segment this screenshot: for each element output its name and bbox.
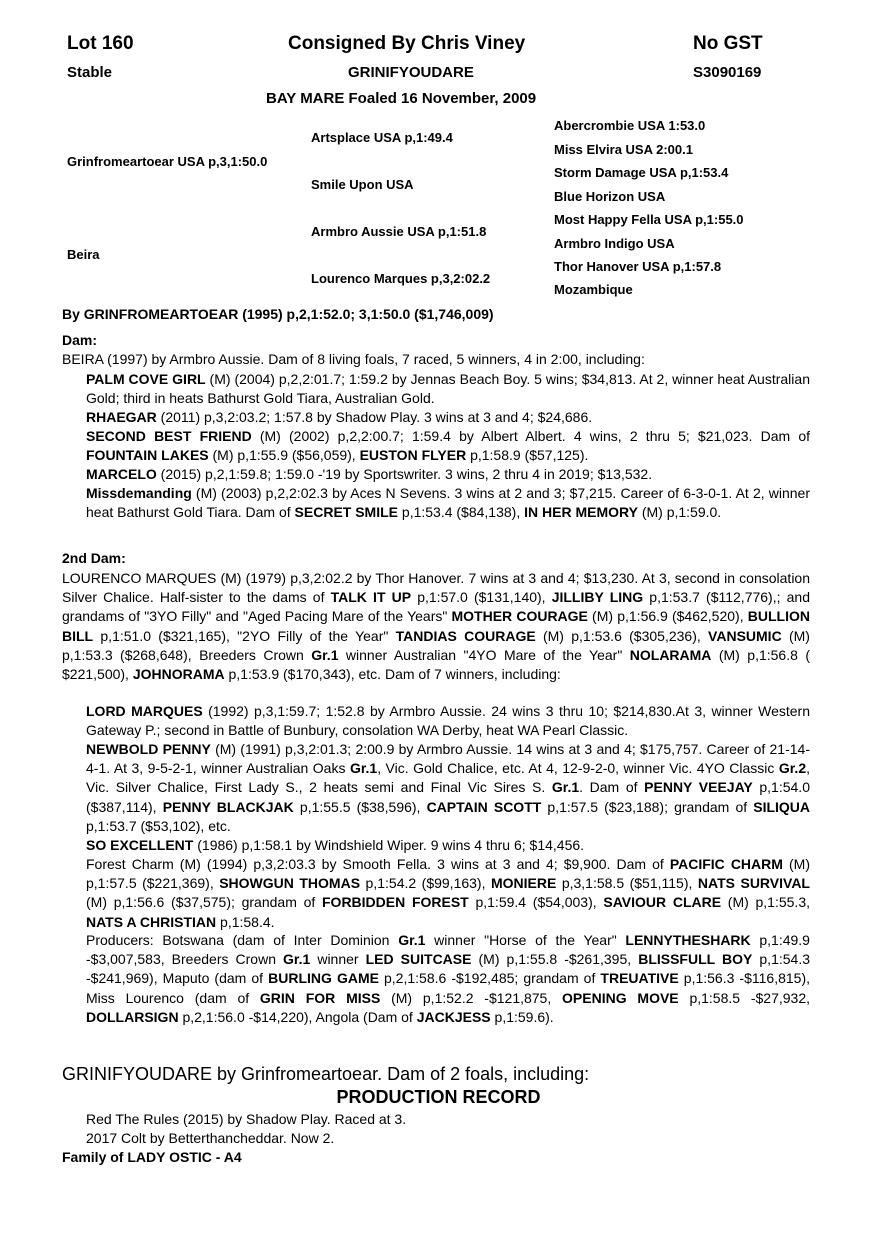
progeny-entry: PALM COVE GIRL (M) (2004) p,2,2:01.7; 1:59.2 by Jennas Beach Boy. 5 wins; $34,813. At 2, winner heat Australian Gold; third in heats Bathurst Gold Tiara, Australian Gold. [86,371,810,407]
gst-status: No GST [693,33,763,54]
production-heading: PRODUCTION RECORD [336,1087,541,1107]
horse-name: GRINIFYOUDARE [348,64,474,81]
pedigree-sire-dam: Smile Upon USA [311,177,414,192]
pedigree-dam: Beira [67,247,100,262]
pedigree-gen3: Miss Elvira USA 2:00.1 [554,142,693,157]
pedigree-gen3: Thor Hanover USA p,1:57.8 [554,259,722,274]
second-dam-progeny: SO EXCELLENT (1986) p,1:58.1 by Windshield Wiper. 9 wins 4 thru 6; $14,456. [86,837,585,853]
pedigree-gen3: Mozambique [554,282,633,297]
pedigree-dam-dam: Lourenco Marques p,3,2:02.2 [311,271,491,286]
reference-code: S3090169 [693,64,762,81]
pedigree-gen3: Armbro Indigo USA [554,236,675,251]
pedigree-gen3: Blue Horizon USA [554,189,666,204]
location: Stable [67,64,113,81]
family-line: Family of LADY OSTIC - A4 [62,1149,242,1165]
dam-intro: BEIRA (1997) by Armbro Aussie. Dam of 8 living foals, 7 raced, 5 winners, 4 in 2:00, including: [62,351,645,367]
progeny-entry: Missdemanding (M) (2003) p,2,2:02.3 by Aces N Sevens. 3 wins at 2 and 3; $7,215. Career of 6-3-0-1. At 2, winner heat Bathurst Gold Tiara. Dam of SECRET SMILE p,1:53.4 ($84,138), IN HER MEMORY (M) p,1:59.0. [86,485,810,521]
sire-line: By GRINFROMEARTOEAR (1995) p,2,1:52.0; 3,1:50.0 ($1,746,009) [62,306,494,322]
horse-description: BAY MARE Foaled 16 November, 2009 [266,90,537,107]
second-dam-progeny: Forest Charm (M) (1994) p,3,2:03.3 by Smooth Fella. 3 wins at 3 and 4; $9,900. Dam of PACIFIC CHARM (M) p,1:57.5 ($221,369), SHOWGUN THOMAS p,1:54.2 ($99,163), MONIERE p,3,1:58.5 ($51,115), NATS SURVIVAL (M) p,1:56.6 ($37,575); grandam of FORBIDDEN FOREST p,1:59.4 ($54,003), SAVIOUR CLARE (M) p,1:55.3, NATS A CHRISTIAN p,1:58.4. [86,856,810,930]
pedigree-sire-sire: Artsplace USA p,1:49.4 [311,130,453,145]
producers-entry: Producers: Botswana (dam of Inter Dominion Gr.1 winner "Horse of the Year" LENNYTHESHARK p,1:49.9 -$3,007,583, Breeders Crown Gr.1 winner LED SUITCASE (M) p,1:55.8 -$261,395, BLISSFULL BOY p,1:54.3 -$241,969), Maputo (dam of BURLING GAME p,2,1:58.6 -$192,485; grandam of TREUATIVE p,1:56.3 -$116,815), Miss Lourenco (dam of GRIN FOR MISS (M) p,1:52.2 -$121,875, OPENING MOVE p,1:58.5 -$27,932, DOLLARSIGN p,2,1:56.0 -$14,220), Angola (Dam of JACKJESS p,1:59.6). [86,932,811,1025]
dam-heading: Dam: [62,332,98,348]
lot-number: Lot 160 [67,33,134,54]
second-dam-heading: 2nd Dam: [62,550,126,566]
second-dam-progeny: NEWBOLD PENNY (M) (1991) p,3,2:01.3; 2:00.9 by Armbro Aussie. 14 wins at 3 and 4; $175,757. Career of 21-14-4-1. At 3, 9-5-2-1, winner Australian Oaks Gr.1, Vic. Gold Chalice, etc. At 4, 12-9-2-0, winner Vic. 4YO Classic Gr.2, Vic. Silver Chalice, First Lady S., 2 heats semi and Final Vic Sires S. Gr.1. Dam of PENNY VEEJAY p,1:54.0 ($387,114), PENNY BLACKJAK p,1:55.5 ($38,596), CAPTAIN SCOTT p,1:57.5 ($23,188); grandam of SILIQUA p,1:53.7 ($53,102), etc. [86,741,811,834]
pedigree-gen3: Abercrombie USA 1:53.0 [554,118,706,133]
pedigree-gen3: Storm Damage USA p,1:53.4 [554,165,729,180]
production-item: 2017 Colt by Betterthancheddar. Now 2. [86,1130,335,1146]
production-intro: GRINIFYOUDARE by Grinfromeartoear. Dam of 2 foals, including: [62,1064,590,1084]
pedigree-gen3: Most Happy Fella USA p,1:55.0 [554,212,744,227]
progeny-entry: SECOND BEST FRIEND (M) (2002) p,2,2:00.7; 1:59.4 by Albert Albert. 4 wins, 2 thru 5; $21,023. Dam of FOUNTAIN LAKES (M) p,1:55.9 ($56,059), EUSTON FLYER p,1:58.9 ($57,125). [86,428,811,464]
production-item: Red The Rules (2015) by Shadow Play. Raced at 3. [86,1111,407,1127]
consignor: Consigned By Chris Viney [288,33,526,54]
progeny-entry: MARCELO (2015) p,2,1:59.8; 1:59.0 -'19 by Sportswriter. 3 wins, 2 thru 4 in 2019; $13,532. [86,466,653,482]
pedigree-sire: Grinfromeartoear USA p,3,1:50.0 [67,154,268,169]
second-dam-progeny: LORD MARQUES (1992) p,3,1:59.7; 1:52.8 by Armbro Aussie. 24 wins 3 thru 10; $214,830.At 3, winner Western Gateway P.; second in Battle of Bunbury, consolation WA Derby, heat WA Pearl Classic. [86,703,810,739]
progeny-entry: RHAEGAR (2011) p,3,2:03.2; 1:57.8 by Shadow Play. 3 wins at 3 and 4; $24,686. [86,409,593,425]
second-dam-intro: LOURENCO MARQUES (M) (1979) p,3,2:02.2 by Thor Hanover. 7 wins at 3 and 4; $13,230. At 3, second in consolation Silver Chalice. Half-sister to the dams of TALK IT UP p,1:57.0 ($131,140), JILLIBY LING p,1:53.7 ($112,776),; and grandams of "3YO Filly" and "Aged Pacing Mare of the Years" MOTHER COURAGE (M) p,1:56.9 ($462,520), BULLION BILL p,1:51.0 ($321,165), "2YO Filly of the Year" TANDIAS COURAGE (M) p,1:53.6 ($305,236), VANSUMIC (M) p,1:53.3 ($268,648), Breeders Crown Gr.1 winner Australian "4YO Mare of the Year" NOLARAMA (M) p,1:56.8 ( $221,500), JOHNORAMA p,1:53.9 ($170,343), etc. Dam of 7 winners, including: [62,570,810,683]
pedigree-dam-sire: Armbro Aussie USA p,1:51.8 [311,224,487,239]
